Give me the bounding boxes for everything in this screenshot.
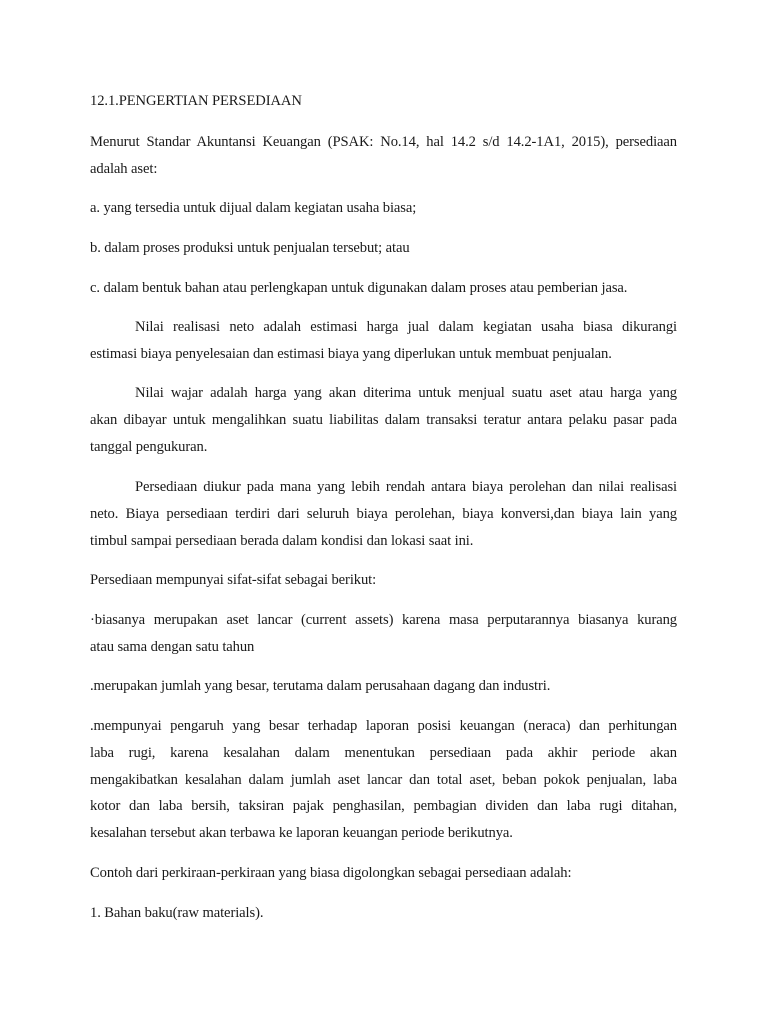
sifat-1-line-2: atau sama dengan satu tahun [90,639,255,655]
sifat-2: .merupakan jumlah yang besar, terutama dalam perusahaan dagang dan industri. [90,678,551,694]
section-heading: 12.1.PENGERTIAN PERSEDIAAN [90,93,302,109]
sifat-3-line-1: .mempunyai pengaruh yang besar terhadap laporan posisi keuangan (neraca) dan perhitungan [90,718,677,734]
list-item-a: a. yang tersedia untuk dijual dalam kegiatan usaha biasa; [90,200,417,216]
sifat-3-line-5: kesalahan tersebut akan terbawa ke laporan keuangan periode berikutnya. [90,825,513,841]
contoh-item-1: 1. Bahan baku(raw materials). [90,905,264,921]
intro-line-1: Menurut Standar Akuntansi Keuangan (PSAK: No.14, hal 14.2 s/d 14.2-1A1, 2015), persediaan [90,134,677,150]
sifat-1-line-1: ·biasanya merupakan aset lancar (current assets) karena masa perputarannya biasanya kurang [90,612,677,628]
nilai-wajar-line-2: akan dibayar untuk mengalihkan suatu liabilitas dalam transaksi teratur antara pelaku pasar pada [90,412,677,428]
contoh-intro: Contoh dari perkiraan-perkiraan yang biasa digolongkan sebagai persediaan adalah: [90,865,572,881]
sifat-3-line-4: kotor dan laba bersih, taksiran pajak penghasilan, pembagian dividen dan laba rugi ditahan, [90,798,677,814]
sifat-3-line-2: laba rugi, karena kesalahan dalam menentukan persediaan pada akhir periode akan [90,745,677,761]
list-item-b: b. dalam proses produksi untuk penjualan tersebut; atau [90,240,410,256]
sifat-intro: Persediaan mempunyai sifat-sifat sebagai berikut: [90,572,377,588]
nilai-realisasi-line-2: estimasi biaya penyelesaian dan estimasi biaya yang diperlukan untuk membuat penjualan. [90,346,612,362]
intro-line-2: adalah aset: [90,161,158,177]
nilai-wajar-line-3: tanggal pengukuran. [90,439,208,455]
sifat-3-line-3: mengakibatkan kesalahan dalam jumlah aset lancar dan total aset, beban pokok penjualan, laba [90,772,677,788]
pengukuran-line-3: timbul sampai persediaan berada dalam kondisi dan lokasi saat ini. [90,533,474,549]
list-item-c: c. dalam bentuk bahan atau perlengkapan untuk digunakan dalam proses atau pemberian jasa. [90,280,628,296]
nilai-wajar-line-1: Nilai wajar adalah harga yang akan diterima untuk menjual suatu aset atau harga yang [135,385,677,401]
pengukuran-line-2: neto. Biaya persediaan terdiri dari seluruh biaya perolehan, biaya konversi,dan biaya lain yang [90,506,677,522]
nilai-realisasi-line-1: Nilai realisasi neto adalah estimasi harga jual dalam kegiatan usaha biasa dikurangi [135,319,677,335]
pengukuran-line-1: Persediaan diukur pada mana yang lebih rendah antara biaya perolehan dan nilai realisasi [135,479,677,495]
